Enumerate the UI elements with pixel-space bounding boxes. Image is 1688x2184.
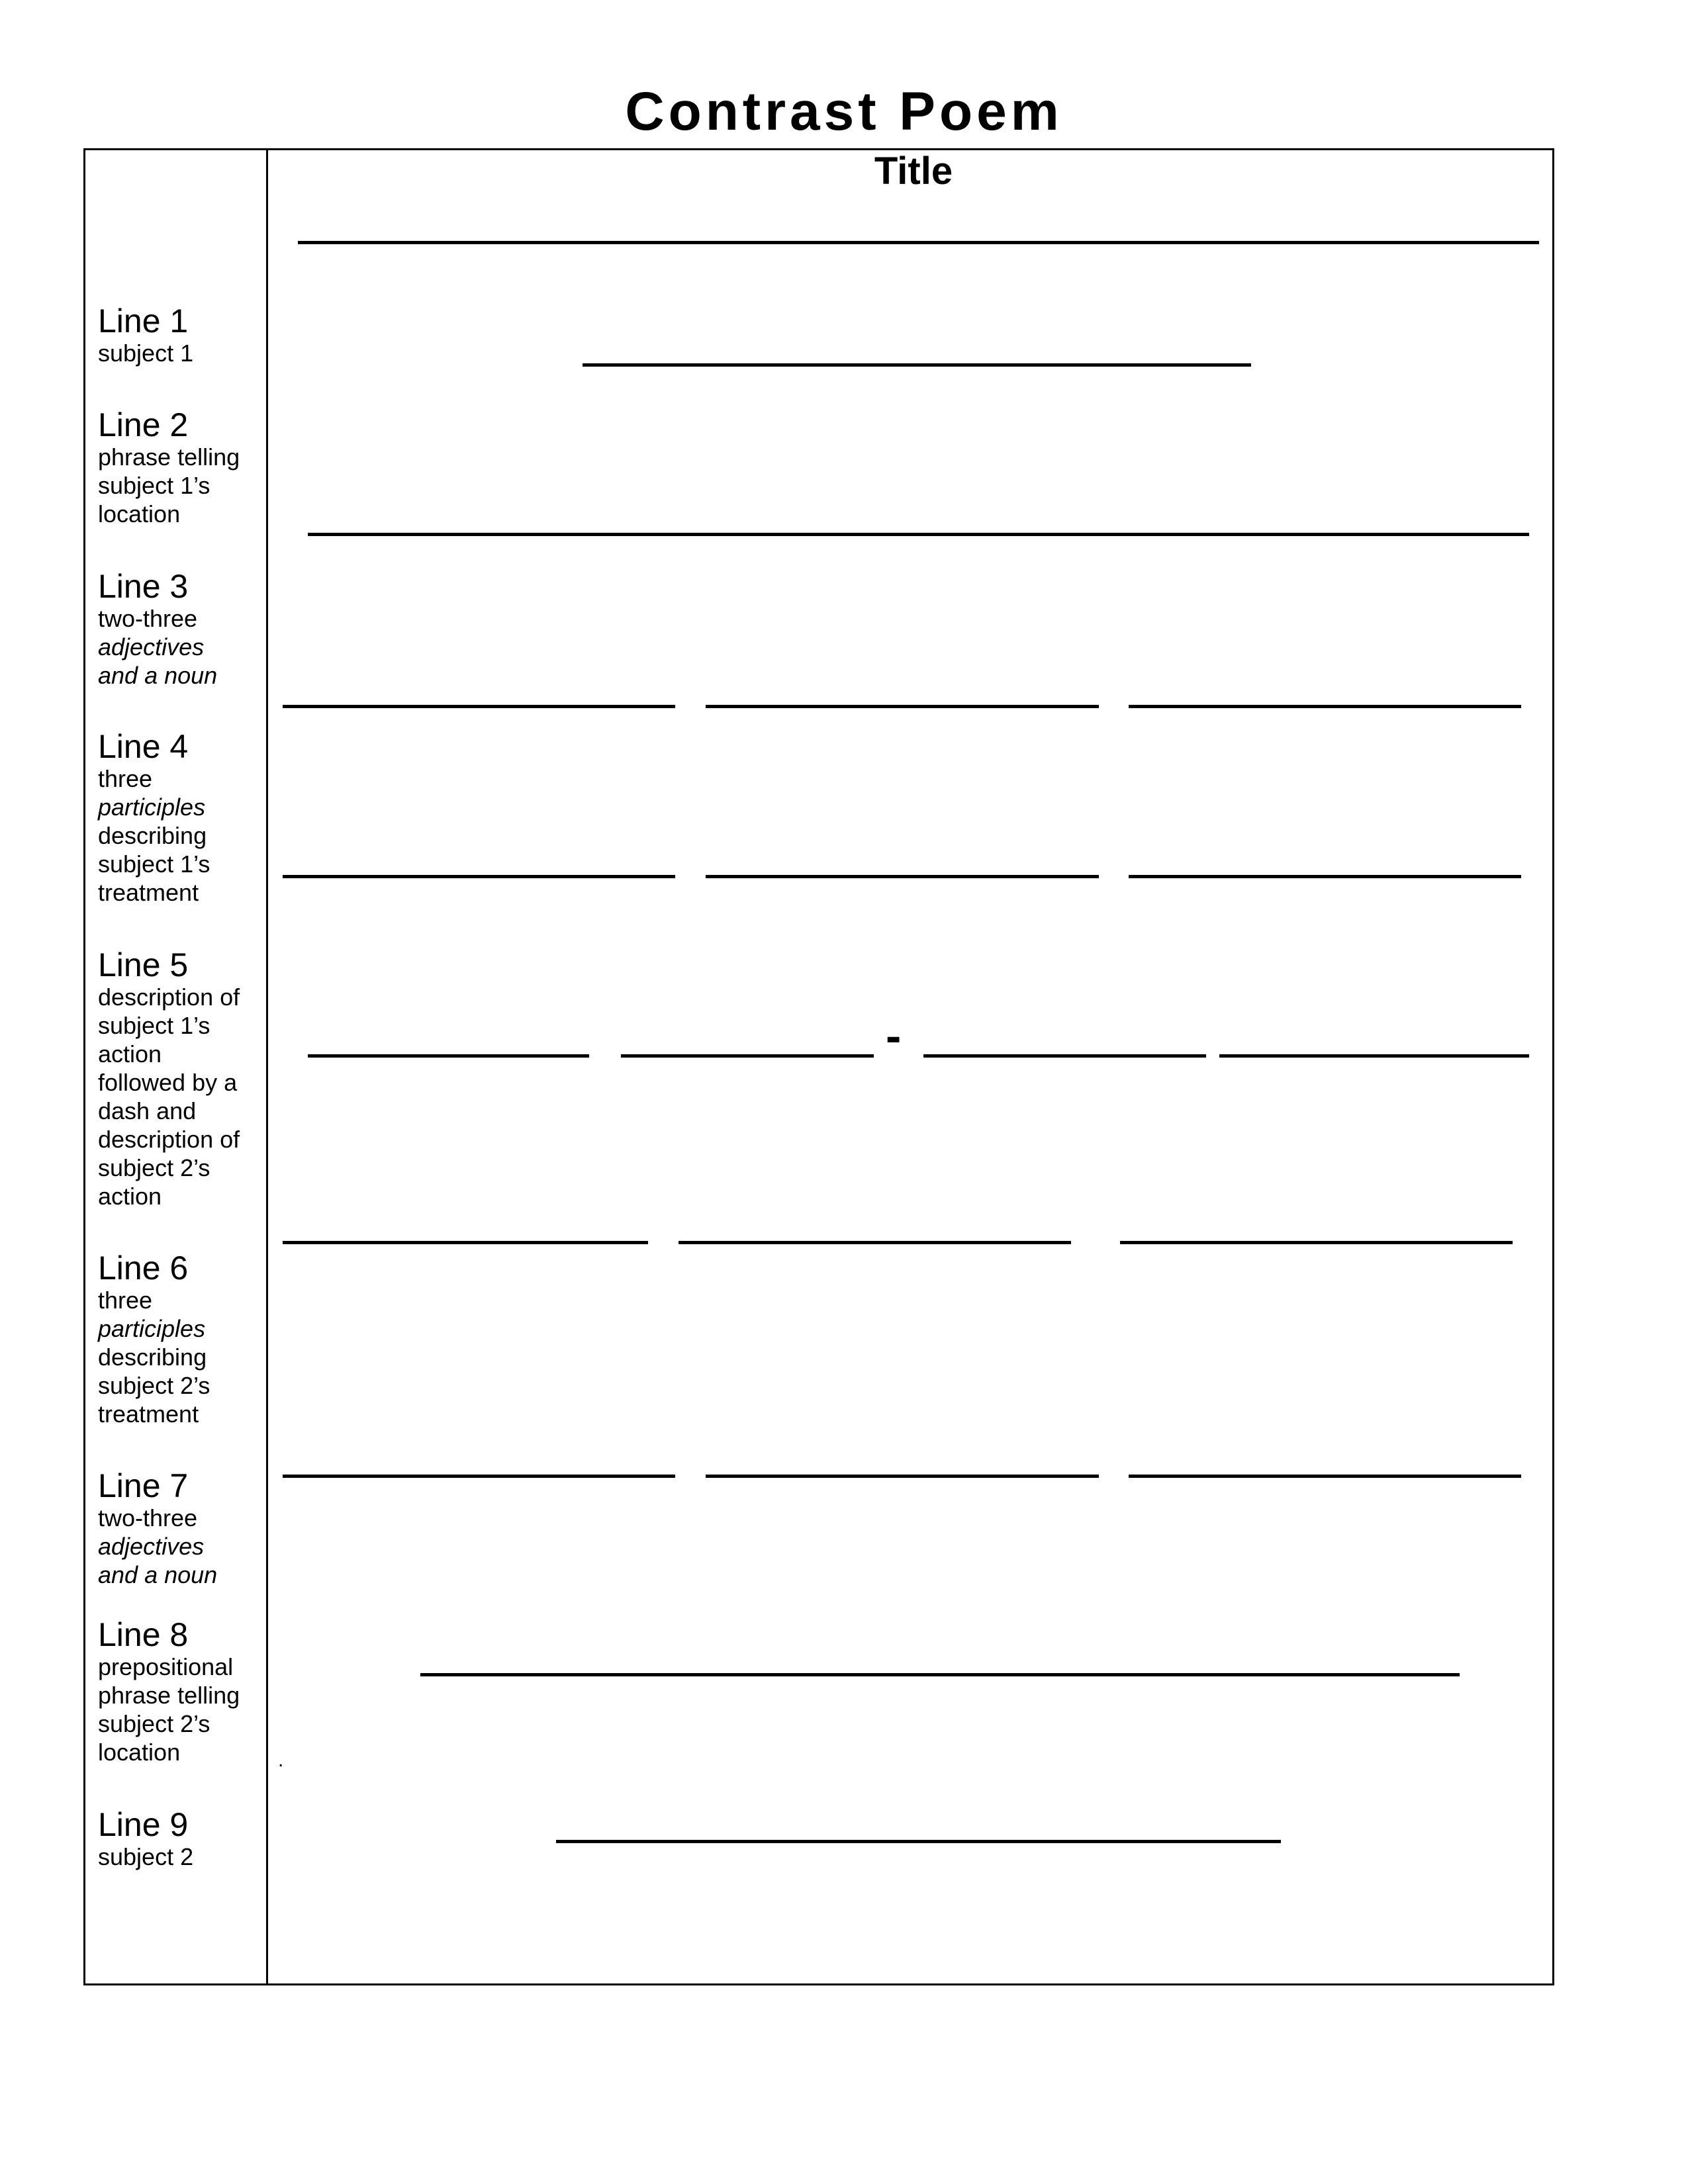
- line-description: prepositional phrase telling subject 2’s location: [98, 1653, 240, 1766]
- line-number: Line 8: [98, 1616, 189, 1653]
- line-5-second-row-blank-3[interactable]: [1120, 1241, 1513, 1244]
- line-6-label: [98, 1250, 263, 1428]
- line-number: Line 4: [98, 728, 189, 765]
- title-column-heading: Title: [874, 150, 953, 193]
- line-4-label: [98, 729, 263, 907]
- title-blank[interactable]: [298, 241, 1539, 244]
- line-number: Line 9: [98, 1806, 189, 1843]
- line-6-blank-3[interactable]: [1129, 1475, 1521, 1478]
- line-description: two-three adjectives and a noun: [98, 605, 218, 689]
- line-3-blank-3[interactable]: [1129, 705, 1521, 708]
- line-description: three participles describing subject 2’s treatment: [98, 1287, 211, 1428]
- line-description: subject 2: [98, 1843, 194, 1870]
- line-number: Line 3: [98, 568, 189, 605]
- line-9-label: [98, 1807, 263, 1871]
- line-description: description of subject 1’s action followed by a dash and description of subject 2’s action: [98, 983, 240, 1210]
- line-5-blank-4[interactable]: [1219, 1054, 1529, 1058]
- page-title: Contrast Poem: [625, 81, 1063, 142]
- line-2-blank[interactable]: [308, 533, 1529, 536]
- line-number: Line 6: [98, 1250, 189, 1287]
- line-4-blank-3[interactable]: [1129, 875, 1521, 878]
- line-9-blank[interactable]: [556, 1840, 1281, 1843]
- line-3-label: [98, 569, 263, 690]
- line-description: phrase telling subject 1’s location: [98, 443, 240, 527]
- line-number: Line 5: [98, 946, 189, 983]
- line-3-blank-2[interactable]: [706, 705, 1099, 708]
- line-5-blank-1[interactable]: [308, 1054, 589, 1058]
- line-1-blank[interactable]: [583, 363, 1251, 367]
- line-5-second-row-blank-1[interactable]: [283, 1241, 648, 1244]
- line-7-label: [98, 1468, 263, 1589]
- line-number: Line 1: [98, 302, 189, 340]
- line-8-label: [98, 1617, 263, 1766]
- line-number: Line 2: [98, 406, 189, 443]
- line-description: two-three adjectives and a noun: [98, 1504, 218, 1588]
- line-5-blank-3[interactable]: [923, 1054, 1206, 1058]
- line-4-blank-2[interactable]: [706, 875, 1099, 878]
- line-number: Line 7: [98, 1467, 189, 1504]
- line-6-blank-1[interactable]: [283, 1475, 675, 1478]
- line-2-label: [98, 407, 263, 528]
- line-3-blank-1[interactable]: [283, 705, 675, 708]
- line-5-second-row-blank-2[interactable]: [679, 1241, 1071, 1244]
- line-description: subject 1: [98, 340, 194, 367]
- worksheet-table: [83, 148, 1554, 1985]
- line-5-dash: -: [886, 1010, 902, 1062]
- line-description: three participles describing subject 1’s treatment: [98, 765, 211, 906]
- column-divider: [266, 148, 268, 1985]
- line-1-label: [98, 303, 263, 367]
- line-7-blank[interactable]: [420, 1673, 1460, 1676]
- line-6-blank-2[interactable]: [706, 1475, 1099, 1478]
- line-4-blank-1[interactable]: [283, 875, 675, 878]
- stray-mark: .: [278, 1749, 284, 1771]
- line-5-label: [98, 947, 263, 1210]
- line-5-blank-2[interactable]: [621, 1054, 874, 1058]
